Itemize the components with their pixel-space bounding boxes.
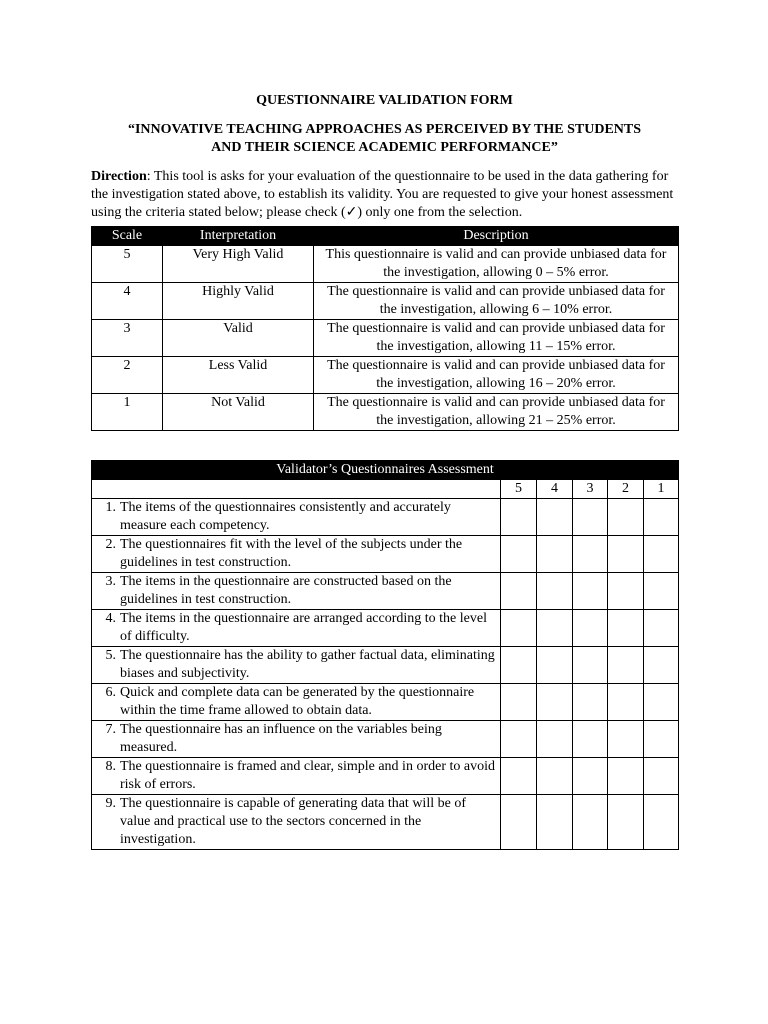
assessment-item <box>92 721 501 758</box>
rating-checkbox-3[interactable] <box>573 499 608 536</box>
rating-checkbox-5[interactable] <box>501 647 537 684</box>
assessment-item <box>92 795 501 850</box>
rating-checkbox-3[interactable] <box>573 684 608 721</box>
assessment-item-row <box>92 795 679 850</box>
scale-row <box>92 320 679 357</box>
assessment-item-number: 1. <box>105 500 116 515</box>
rating-checkbox-2[interactable] <box>608 758 644 795</box>
rating-checkbox-4[interactable] <box>537 610 573 647</box>
rating-checkbox-5[interactable] <box>501 795 537 850</box>
rating-checkbox-1[interactable] <box>644 499 679 536</box>
scale-row <box>92 357 679 394</box>
rating-checkbox-1[interactable] <box>644 795 679 850</box>
rating-column-4: 4 <box>537 480 573 499</box>
rating-checkbox-1[interactable] <box>644 647 679 684</box>
direction-text: : This tool is asks for your evaluation of the questionnaire to be used in the data gathering for the investigation stated above, to establish its validity. You are requested to give your honest assessment using the criteria stated below; please check (✓) only one from the selection. <box>91 169 674 220</box>
assessment-item-number: 3. <box>105 574 116 589</box>
assessment-item-row <box>92 610 679 647</box>
scale-value: 4 <box>92 283 163 320</box>
interpretation-value: Very High Valid <box>163 246 314 283</box>
assessment-item-row <box>92 573 679 610</box>
rating-checkbox-1[interactable] <box>644 573 679 610</box>
direction-label: Direction <box>91 169 147 184</box>
assessment-item-row <box>92 758 679 795</box>
assessment-item <box>92 536 501 573</box>
rating-checkbox-4[interactable] <box>537 721 573 758</box>
rating-checkbox-5[interactable] <box>501 758 537 795</box>
rating-checkbox-3[interactable] <box>573 795 608 850</box>
rating-checkbox-2[interactable] <box>608 684 644 721</box>
rating-checkbox-1[interactable] <box>644 610 679 647</box>
rating-checkbox-2[interactable] <box>608 721 644 758</box>
assessment-item-row <box>92 647 679 684</box>
rating-checkbox-3[interactable] <box>573 758 608 795</box>
rating-checkbox-5[interactable] <box>501 684 537 721</box>
rating-checkbox-4[interactable] <box>537 758 573 795</box>
assessment-item-text: The questionnaire is framed and clear, simple and in order to avoid risk of errors. <box>120 759 495 792</box>
rating-checkbox-5[interactable] <box>501 573 537 610</box>
form-subtitle-line-1: “INNOVATIVE TEACHING APPROACHES AS PERCEIVED BY THE STUDENTS <box>127 122 642 137</box>
rating-checkbox-4[interactable] <box>537 684 573 721</box>
rating-checkbox-3[interactable] <box>573 610 608 647</box>
rating-checkbox-3[interactable] <box>573 721 608 758</box>
rating-checkbox-4[interactable] <box>537 795 573 850</box>
description-value: This questionnaire is valid and can provide unbiased data for the investigation, allowing 0 – 5% error. <box>314 246 679 283</box>
assessment-item-row <box>92 536 679 573</box>
assessment-item-number: 2. <box>105 537 116 552</box>
scale-row <box>92 246 679 283</box>
description-value: The questionnaire is valid and can provide unbiased data for the investigation, allowing 21 – 25% error. <box>314 394 679 431</box>
rating-checkbox-1[interactable] <box>644 721 679 758</box>
rating-checkbox-3[interactable] <box>573 536 608 573</box>
rating-checkbox-3[interactable] <box>573 573 608 610</box>
assessment-item-row <box>92 684 679 721</box>
scale-value: 1 <box>92 394 163 431</box>
rating-checkbox-1[interactable] <box>644 536 679 573</box>
assessment-item-text: The questionnaire has an influence on the variables being measured. <box>120 722 442 755</box>
form-subtitle-line-2: AND THEIR SCIENCE ACADEMIC PERFORMANCE” <box>211 140 558 155</box>
rating-columns-row <box>92 480 679 499</box>
scale-value: 3 <box>92 320 163 357</box>
assessment-header-row <box>92 461 679 480</box>
rating-checkbox-4[interactable] <box>537 647 573 684</box>
assessment-item-text: Quick and complete data can be generated by the questionnaire within the time frame allowed to obtain data. <box>120 685 475 718</box>
assessment-header: Validator’s Questionnaires Assessment <box>92 461 679 480</box>
scale-value: 5 <box>92 246 163 283</box>
scale-row <box>92 283 679 320</box>
assessment-item-text: The questionnaire is capable of generating data that will be of value and practical use to the sectors concerned in the investigation. <box>120 796 466 847</box>
assessment-item-number: 8. <box>105 759 116 774</box>
rating-checkbox-3[interactable] <box>573 647 608 684</box>
rating-checkbox-2[interactable] <box>608 795 644 850</box>
interpretation-value: Highly Valid <box>163 283 314 320</box>
assessment-item-number: 6. <box>105 685 116 700</box>
rating-checkbox-1[interactable] <box>644 684 679 721</box>
rating-column-2: 2 <box>608 480 644 499</box>
assessment-table <box>91 460 679 850</box>
assessment-item-text: The items in the questionnaire are constructed based on the guidelines in test construction. <box>120 574 452 607</box>
rating-checkbox-5[interactable] <box>501 610 537 647</box>
rating-checkbox-2[interactable] <box>608 647 644 684</box>
rating-checkbox-5[interactable] <box>501 721 537 758</box>
assessment-item-text: The questionnaires fit with the level of the subjects under the guidelines in test construction. <box>120 537 463 570</box>
validation-form-page <box>91 92 678 850</box>
rating-columns-spacer <box>92 480 501 499</box>
interpretation-value: Valid <box>163 320 314 357</box>
rating-column-3: 3 <box>573 480 608 499</box>
rating-checkbox-2[interactable] <box>608 573 644 610</box>
assessment-item-row <box>92 499 679 536</box>
interpretation-value: Less Valid <box>163 357 314 394</box>
assessment-item <box>92 647 501 684</box>
description-value: The questionnaire is valid and can provide unbiased data for the investigation, allowing 16 – 20% error. <box>314 357 679 394</box>
assessment-item-row <box>92 721 679 758</box>
assessment-item-text: The questionnaire has the ability to gather factual data, eliminating biases and subjectivity. <box>120 648 495 681</box>
rating-checkbox-2[interactable] <box>608 499 644 536</box>
description-value: The questionnaire is valid and can provide unbiased data for the investigation, allowing 6 – 10% error. <box>314 283 679 320</box>
interpretation-value: Not Valid <box>163 394 314 431</box>
rating-checkbox-4[interactable] <box>537 536 573 573</box>
scale-header: Scale <box>92 227 163 246</box>
form-title: QUESTIONNAIRE VALIDATION FORM <box>256 93 513 108</box>
description-value: The questionnaire is valid and can provide unbiased data for the investigation, allowing 11 – 15% error. <box>314 320 679 357</box>
rating-checkbox-2[interactable] <box>608 536 644 573</box>
assessment-item-number: 5. <box>105 648 116 663</box>
rating-checkbox-5[interactable] <box>501 536 537 573</box>
assessment-item-text: The items of the questionnaires consistently and accurately measure each competency. <box>120 500 451 533</box>
rating-column-1: 1 <box>644 480 679 499</box>
scale-table-header-row <box>92 227 679 246</box>
assessment-item <box>92 684 501 721</box>
assessment-item-number: 7. <box>105 722 116 737</box>
assessment-item <box>92 499 501 536</box>
rating-checkbox-1[interactable] <box>644 758 679 795</box>
assessment-item <box>92 573 501 610</box>
assessment-item-number: 4. <box>105 611 116 626</box>
rating-checkbox-4[interactable] <box>537 499 573 536</box>
rating-checkbox-5[interactable] <box>501 499 537 536</box>
assessment-item-text: The items in the questionnaire are arranged according to the level of difficulty. <box>120 611 487 644</box>
assessment-item <box>92 758 501 795</box>
rating-checkbox-4[interactable] <box>537 573 573 610</box>
interpretation-header: Interpretation <box>163 227 314 246</box>
direction-paragraph <box>91 168 678 222</box>
scale-value: 2 <box>92 357 163 394</box>
form-subtitle <box>91 121 678 157</box>
scale-row <box>92 394 679 431</box>
rating-column-5: 5 <box>501 480 537 499</box>
rating-checkbox-2[interactable] <box>608 610 644 647</box>
assessment-item-number: 9. <box>105 796 116 811</box>
scale-table <box>91 226 679 431</box>
description-header: Description <box>314 227 679 246</box>
assessment-item <box>92 610 501 647</box>
